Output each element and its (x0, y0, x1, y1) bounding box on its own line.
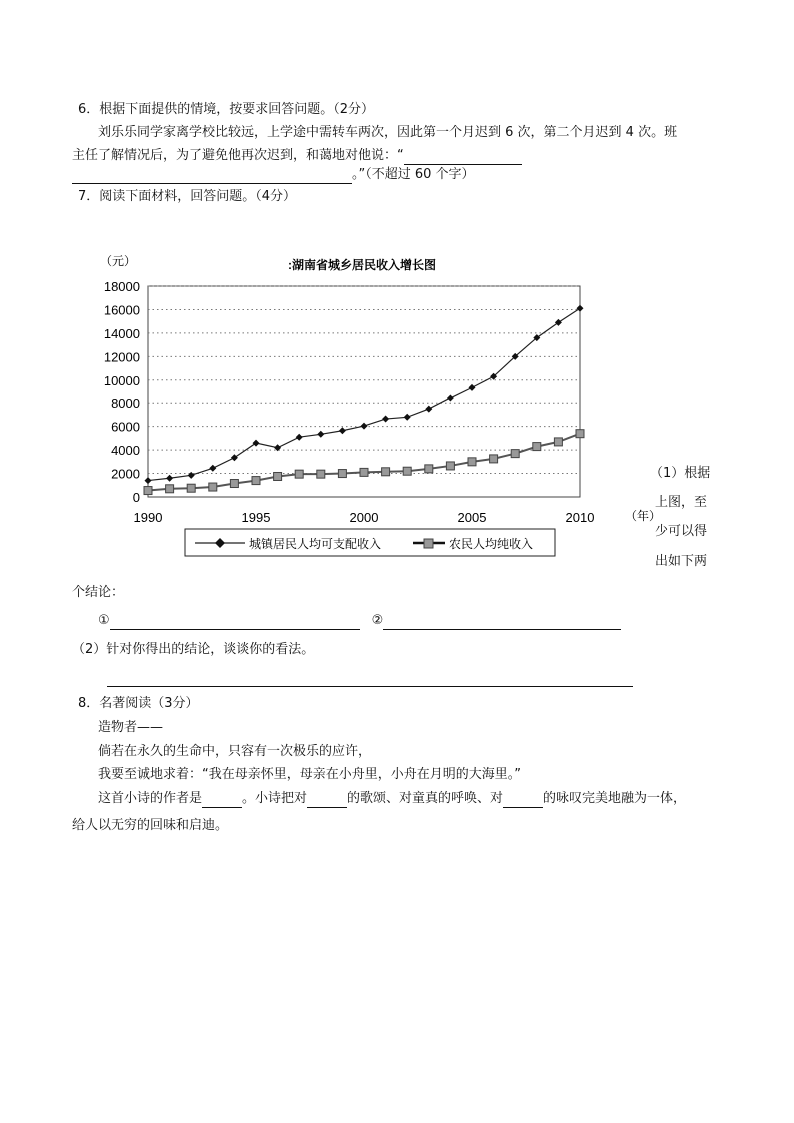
sigh-blank[interactable] (503, 793, 543, 808)
q7-sub2: （2）针对你得出的结论，谈谈你的看法。 (72, 642, 315, 657)
q7-sub1-line4: 出如下两 (655, 554, 708, 569)
data-point-rural (166, 485, 174, 493)
y-axis-label: （元） (100, 254, 137, 268)
q8-part-3: 的歌颂、对童真的呼唤、对 (347, 791, 504, 806)
data-point-rural (382, 468, 390, 476)
income-growth-chart (95, 250, 662, 562)
q7-conclusion-row (98, 612, 621, 630)
data-point-rural (187, 484, 195, 492)
q7-sub1-continuation: 个结论： (72, 585, 125, 600)
q6-answer-blank-2[interactable] (72, 169, 352, 184)
conclusion-1-blank[interactable] (110, 615, 360, 630)
q8-question-end: 给人以无穷的回味和启迪。 (72, 818, 229, 833)
data-point-rural (338, 470, 346, 478)
data-point-rural (209, 483, 217, 491)
data-point-rural (230, 480, 238, 488)
y-tick-label: 4000 (111, 443, 140, 459)
q6-answer-blank-1[interactable] (404, 150, 522, 165)
data-point-rural (144, 487, 152, 495)
q8-part-1: 这首小诗的作者是 (98, 791, 203, 806)
data-point-rural (360, 468, 368, 476)
q8-question (98, 790, 686, 808)
legend-label-rural: 农民人均纯收入 (449, 537, 534, 551)
data-point-rural (317, 470, 325, 478)
legend-label-urban: 城镇居民人均可支配收入 (249, 537, 382, 551)
y-tick-label: 10000 (103, 372, 140, 388)
x-tick-label: 2000 (349, 510, 379, 525)
y-tick-label: 0 (132, 490, 140, 505)
poem-line-3: 我要至诚地求着：“我在母亲怀里，母亲在小舟里，小舟在月明的大海里。” (98, 767, 521, 782)
data-point-rural (533, 443, 541, 451)
y-tick-label: 6000 (111, 419, 140, 435)
q6-line2-text: 主任了解情况后，为了避免他再次迟到，和蔼地对他说：“ (72, 148, 404, 163)
data-point-rural (576, 430, 584, 438)
data-point-rural (511, 450, 519, 458)
q8-title: 8．名著阅读（3分） (78, 696, 199, 711)
poem-line-2: 倘若在永久的生命中，只容有一次极乐的应许， (98, 744, 372, 759)
y-tick-label: 14000 (103, 325, 140, 341)
praise-blank[interactable] (307, 793, 347, 808)
legend-square-marker (424, 539, 433, 548)
q7-opinion-blank[interactable] (107, 686, 633, 687)
data-point-rural (295, 470, 303, 478)
x-tick-label: 2005 (457, 510, 487, 525)
chart-title: :湖南省城乡居民收入增长图 (288, 258, 436, 272)
data-point-rural (490, 455, 498, 463)
data-point-rural (403, 467, 411, 475)
data-point-rural (252, 477, 260, 485)
y-tick-label: 16000 (103, 302, 140, 318)
poem-line-1: 造物者—— (98, 720, 164, 735)
y-tick-label: 12000 (103, 349, 140, 365)
x-tick-label: 2010 (565, 510, 595, 525)
q6-text-line2 (72, 147, 522, 165)
q6-text-line1: 刘乐乐同学家离学校比较远，上学途中需转车两次，因此第一个月迟到 6 次，第二个月迟到 4 次。班 (98, 125, 678, 140)
q8-part-2: 。小诗把对 (242, 791, 308, 806)
conclusion-2-blank[interactable] (383, 615, 621, 630)
data-point-rural (554, 438, 562, 446)
q6-line3-end: 。”（不超过 60 个字） (352, 167, 475, 182)
data-point-rural (274, 472, 282, 480)
data-point-rural (446, 462, 454, 470)
q8-part-4: 的咏叹完美地融为一体， (543, 791, 687, 806)
chart-legend (185, 529, 555, 556)
q7-sub1-line3: 少可以得 (655, 524, 708, 539)
q7-title: 7．阅读下面材料，回答问题。（4分） (78, 189, 297, 204)
q6-text-line3 (72, 166, 475, 184)
x-tick-label: 1995 (241, 510, 271, 525)
data-point-rural (425, 465, 433, 473)
conclusion-2-marker: ② (371, 613, 384, 628)
q7-sub1-line1: （1）根据 (650, 466, 711, 481)
y-tick-label: 18000 (103, 279, 140, 294)
author-blank[interactable] (202, 793, 242, 808)
x-axis-label: （年） (625, 509, 662, 523)
conclusion-1-marker: ① (98, 613, 110, 628)
q7-sub1-line2: 上图，至 (655, 495, 708, 510)
x-tick-label: 1990 (133, 510, 163, 525)
y-tick-label: 2000 (111, 466, 140, 482)
q6-title: 6．根据下面提供的情境，按要求回答问题。（2分） (78, 102, 375, 117)
y-tick-label: 8000 (111, 396, 140, 412)
data-point-rural (468, 458, 476, 466)
